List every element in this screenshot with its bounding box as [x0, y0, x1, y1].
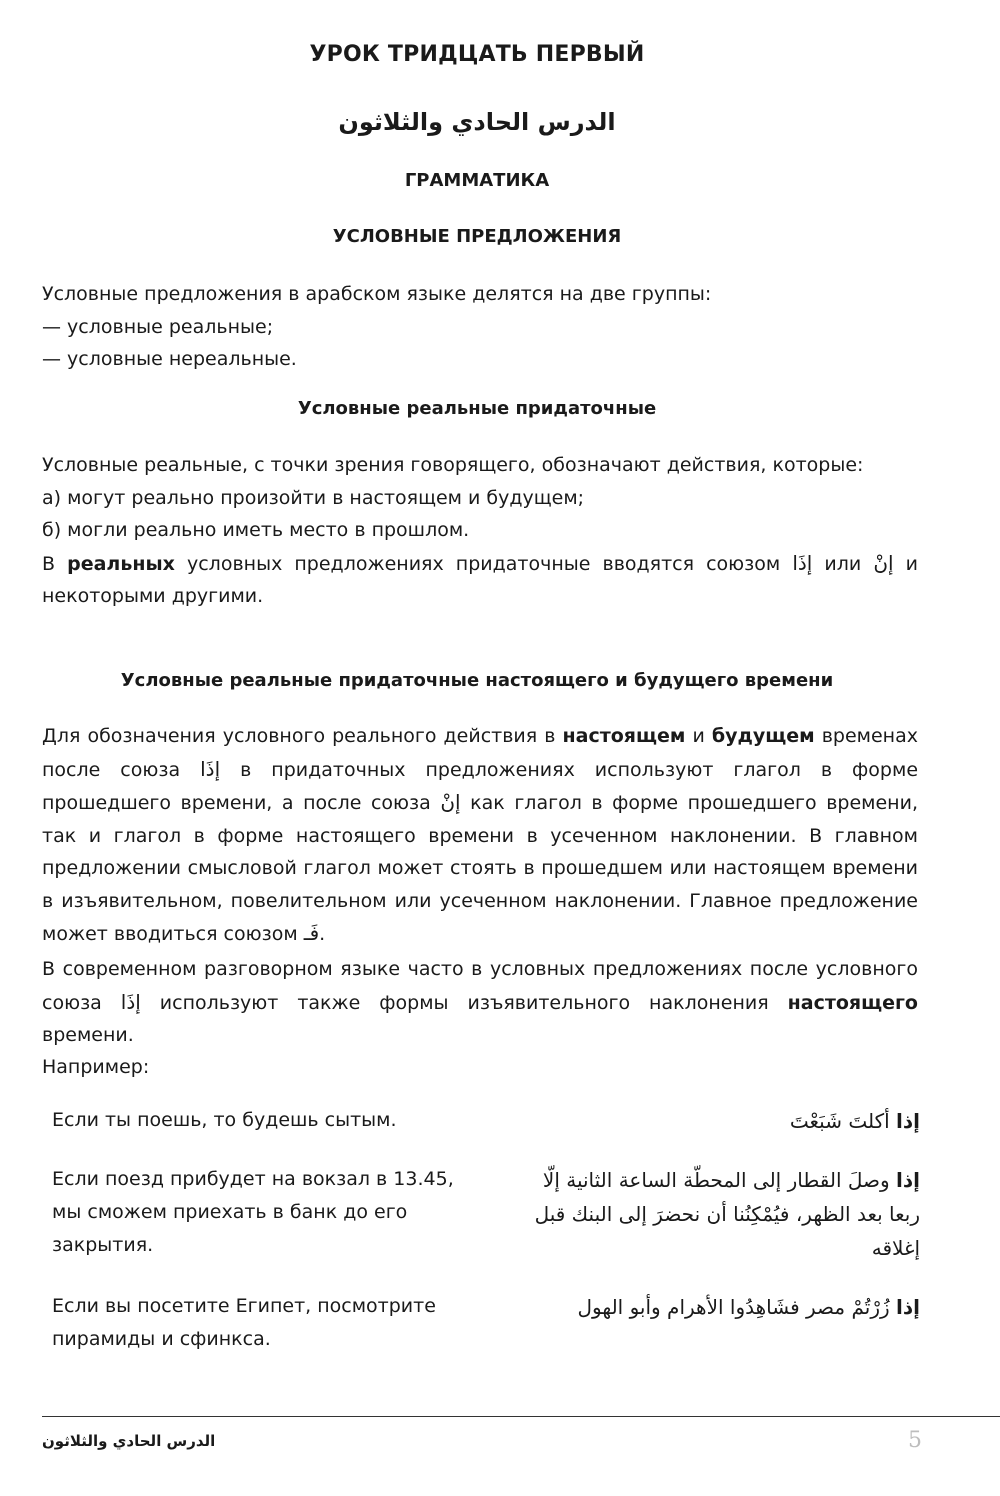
page-number: 5 [908, 1428, 922, 1453]
bold-text: настоящем [562, 725, 686, 747]
intro-line: — условные реальные; [42, 315, 274, 338]
bold-text: будущем [711, 725, 815, 747]
text-run: . [319, 923, 326, 945]
intro-paragraph [42, 278, 918, 376]
example-russian: Если ты поешь, то будешь сытым. [52, 1109, 397, 1131]
text-run: или [812, 552, 874, 575]
arabic-conjunction: فَـ [303, 921, 320, 945]
section1-body [42, 449, 918, 613]
arabic-keyword: إذا [896, 1168, 920, 1192]
arabic-text: أكلتَ شَبَعْتَ [789, 1109, 897, 1133]
example-arabic [510, 1163, 920, 1265]
section1-item-a: а) могут реально произойти в настоящем и будущем; [42, 486, 585, 509]
text-run: В [42, 552, 68, 575]
text-run: в придаточных предложениях используют глагол в форме прошедшего времени, а после союза [42, 758, 919, 814]
text-run: времени. [42, 1024, 134, 1046]
text-run: как глагол в форме прошедшего времени, так и глагол в форме настоящего времени в усеченном наклонении. В главном предложении смысловой глагол может стоять в прошедшем или настоящем времени в изъявительном, повелительном или усеченном наклонении. Главное предложение может вводиться союзом [42, 792, 918, 945]
footer-rule [42, 1416, 1000, 1417]
intro-line: — условные нереальные. [42, 348, 297, 370]
arabic-keyword: إذا [896, 1295, 920, 1319]
arabic-lesson-title: الدرس الحادي والثلاثون [338, 108, 616, 136]
arabic-conjunction: إذَا [792, 550, 813, 575]
arabic-conjunction: إذَا [120, 989, 141, 1014]
intro-line: Условные предложения в арабском языке делятся на две группы: [42, 283, 712, 305]
text-run: условных предложениях придаточные вводятся союзом [174, 552, 793, 575]
text-run: Для обозначения условного реального действия в [42, 725, 563, 747]
text-run: используют также формы изъявительного наклонения [140, 991, 788, 1014]
section1-heading: Условные реальные придаточные [297, 398, 657, 419]
example-russian: Если вы посетите Египет, посмотрите пирамиды и сфинкса. [52, 1295, 436, 1350]
grammar-heading: ГРАММАТИКА [404, 170, 550, 191]
arabic-conjunction: إنْ [873, 550, 894, 575]
text-run: и некоторыми другими. [42, 552, 918, 607]
conditional-sentences-heading: УСЛОВНЫЕ ПРЕДЛОЖЕНИЯ [332, 226, 622, 247]
section1-item-b: б) могли реально иметь место в прошлом. [42, 519, 470, 541]
example-label: Например: [42, 1056, 150, 1078]
text-run: и [685, 725, 712, 747]
lesson-title: УРОК ТРИДЦАТЬ ПЕРВЫЙ [309, 42, 645, 67]
bold-text: реальных [67, 552, 175, 575]
section2-heading: Условные реальные придаточные настоящего и будущего времени [120, 670, 834, 691]
example-arabic [510, 1290, 920, 1324]
section1-paragraph: Условные реальные, с точки зрения говорящего, обозначают действия, которые: [42, 454, 864, 476]
footer-lesson-title: الدرس الحادي والثلاثون [42, 1432, 216, 1450]
example-russian: Если поезд прибудет на вокзал в 13.45, мы сможем приехать в банк до его закрытия. [52, 1168, 454, 1256]
text-run: В современном разговорном языке часто в условных предложениях после условного союза [42, 958, 918, 1014]
section2-paragraph-2 [42, 953, 918, 1052]
arabic-text: زُرْتُمْ مصر فشَاهِدُوا الأهرام وأبو الهول [577, 1295, 897, 1319]
arabic-keyword: إذا [896, 1109, 920, 1133]
section1-conjunction-paragraph [42, 547, 918, 613]
bold-text: настоящего [787, 991, 918, 1014]
arabic-conjunction: إنْ [440, 790, 461, 814]
arabic-text: وصلَ القطار إلى المحطّة الساعة الثانية إلّا ربعا بعد الظهر، فيُمْكِنُنا أن نحضرَ إلى البنك قبل إغلاقه [534, 1168, 920, 1260]
text-run: временах после союза [42, 725, 918, 781]
example-arabic [510, 1104, 920, 1138]
section2-paragraph [42, 720, 918, 951]
arabic-conjunction: إذَا [200, 756, 221, 781]
